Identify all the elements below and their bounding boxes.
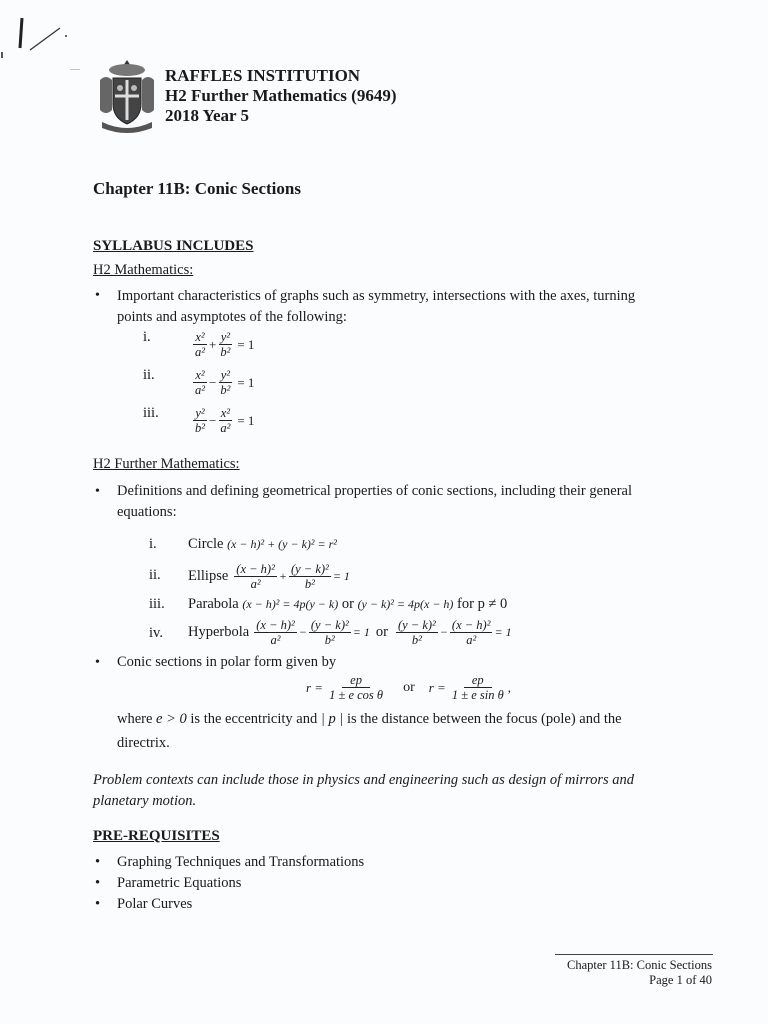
subject-name: H2 Further Mathematics (9649) [165,86,397,105]
item-number: ii. [149,567,161,583]
item-number: i. [149,536,157,552]
denominator: b² [411,633,422,647]
equation [191,330,254,359]
text-segment: is the distance between the focus (pole) and the [346,711,622,727]
or-text: or [375,624,388,640]
rhs: = 1 [332,569,350,583]
text-line: points and asymptotes of the following: [117,309,347,325]
parabola-equation-2: (y − k)² = 4p(x − h) [357,597,454,611]
numerator: y² [220,330,230,344]
h2-math-bullet-text [117,286,717,328]
list-item-text: Polar Curves [117,896,193,912]
numerator: x² [195,368,205,382]
operator: − [298,625,307,639]
operator: − [209,374,217,390]
conic-label: Parabola [188,596,239,612]
list-item [95,852,364,873]
list-item-text: Graphing Techniques and Transformations [117,854,365,870]
bullet-dot: • [95,854,101,870]
item-number: iii. [143,405,159,421]
numerator: x² [220,406,230,420]
denominator: b² [220,345,231,359]
numerator: (x − h)² [256,618,295,632]
numerator: (y − k)² [310,618,349,632]
footer-chapter: Chapter 11B: Conic Sections [566,958,712,972]
numerator: y² [220,368,230,382]
school-crest-logo [96,58,158,136]
circle-equation: (x − h)² + (y − k)² = r² [227,537,337,551]
math-item-i [143,328,254,359]
prereq-list [95,852,364,915]
parabola-equation-1: (x − h)² = 4p(y − k) [242,597,339,611]
conic-label: Ellipse [188,568,229,584]
h2-math-heading: H2 Mathematics: [93,262,194,278]
syllabus-heading: SYLLABUS INCLUDES [93,238,254,254]
text-line: Definitions and defining geometrical properties of conic sections, including their general [117,483,632,499]
fm-bullet-text [117,481,711,523]
operator: − [209,412,217,428]
text-line: Problem contexts can include those in physics and engineering such as design of mirrors and [93,772,634,788]
page-footer [567,958,712,988]
rhs: = 1 [237,412,255,428]
operator: + [278,569,287,583]
list-item [95,894,364,915]
denominator: 1 ± e sin θ [451,688,504,702]
denominator: a² [220,421,231,435]
bullet-dot: • [95,288,100,303]
numerator: (x − h)² [451,618,491,632]
numerator: (y − k)² [290,562,329,576]
abs-p: | p | [320,711,344,727]
h2-fm-heading: H2 Further Mathematics: [93,456,240,472]
text-line: Important characteristics of graphs such as symmetry, intersections with the axes, turning [117,288,636,304]
rhs: = 1 [237,374,255,390]
comma: , [507,679,511,695]
text-line: planetary motion. [93,793,197,809]
chapter-title: Chapter 11B: Conic Sections [93,179,301,198]
school-name: RAFFLES INSTITUTION [165,66,361,85]
denominator: b² [220,383,231,397]
polar-lhs: r = [306,679,324,695]
pen-mark [0,0,80,70]
or-text: or [341,596,354,612]
equation [191,368,254,397]
polar-lhs: r = [428,679,446,695]
equation [191,406,254,435]
denominator: b² [195,421,205,435]
rhs: = 1 [237,336,255,352]
text-segment: where [117,711,153,727]
bullet-dot: • [95,484,100,499]
denominator: a² [466,633,477,647]
operator: − [439,625,448,639]
bullet-dot: • [95,655,100,670]
denominator: a² [250,577,261,591]
academic-year: 2018 Year 5 [165,106,250,125]
numerator: ep [464,673,492,688]
text-segment: is the eccentricity and [190,711,318,727]
operator: + [209,336,217,352]
math-item-ii [143,366,254,397]
problem-contexts-note [93,770,634,812]
denominator: b² [324,633,335,647]
bullet-dot: • [95,896,101,912]
eccentricity-note [117,709,622,754]
rhs: = 1 [352,625,370,639]
condition-text: for p ≠ 0 [457,596,508,612]
denominator: a² [195,345,205,359]
item-number: iv. [149,625,163,641]
document-header [165,66,397,126]
list-item [95,873,364,894]
prereq-heading: PRE-REQUISITES [93,828,220,844]
denominator: 1 ± e cos θ [329,688,384,702]
item-number: i. [143,329,151,345]
numerator: x² [195,330,205,344]
text-line: directrix. [117,735,170,751]
math-item-iii [143,404,254,435]
numerator: y² [195,406,205,420]
denominator: a² [195,383,205,397]
item-number: iii. [149,596,165,612]
bullet-dot: • [95,875,101,891]
polar-equations [306,673,511,702]
list-item-text: Parametric Equations [117,875,242,891]
numerator: (y − k)² [397,618,436,632]
conic-label: Hyperbola [188,624,250,640]
denominator: b² [304,577,315,591]
polar-bullet-text: Conic sections in polar form given by [117,654,337,670]
rhs: = 1 [494,625,512,639]
page-number: Page 1 of 40 [649,973,712,987]
footer-divider [555,954,713,955]
conic-label: Circle [188,536,224,552]
text-line: equations: [117,504,177,520]
numerator: ep [342,673,370,688]
eccentricity-condition: e > 0 [156,711,187,727]
denominator: a² [270,633,281,647]
item-number: ii. [143,367,155,383]
numerator: (x − h)² [236,562,275,576]
or-text: or [403,679,415,695]
